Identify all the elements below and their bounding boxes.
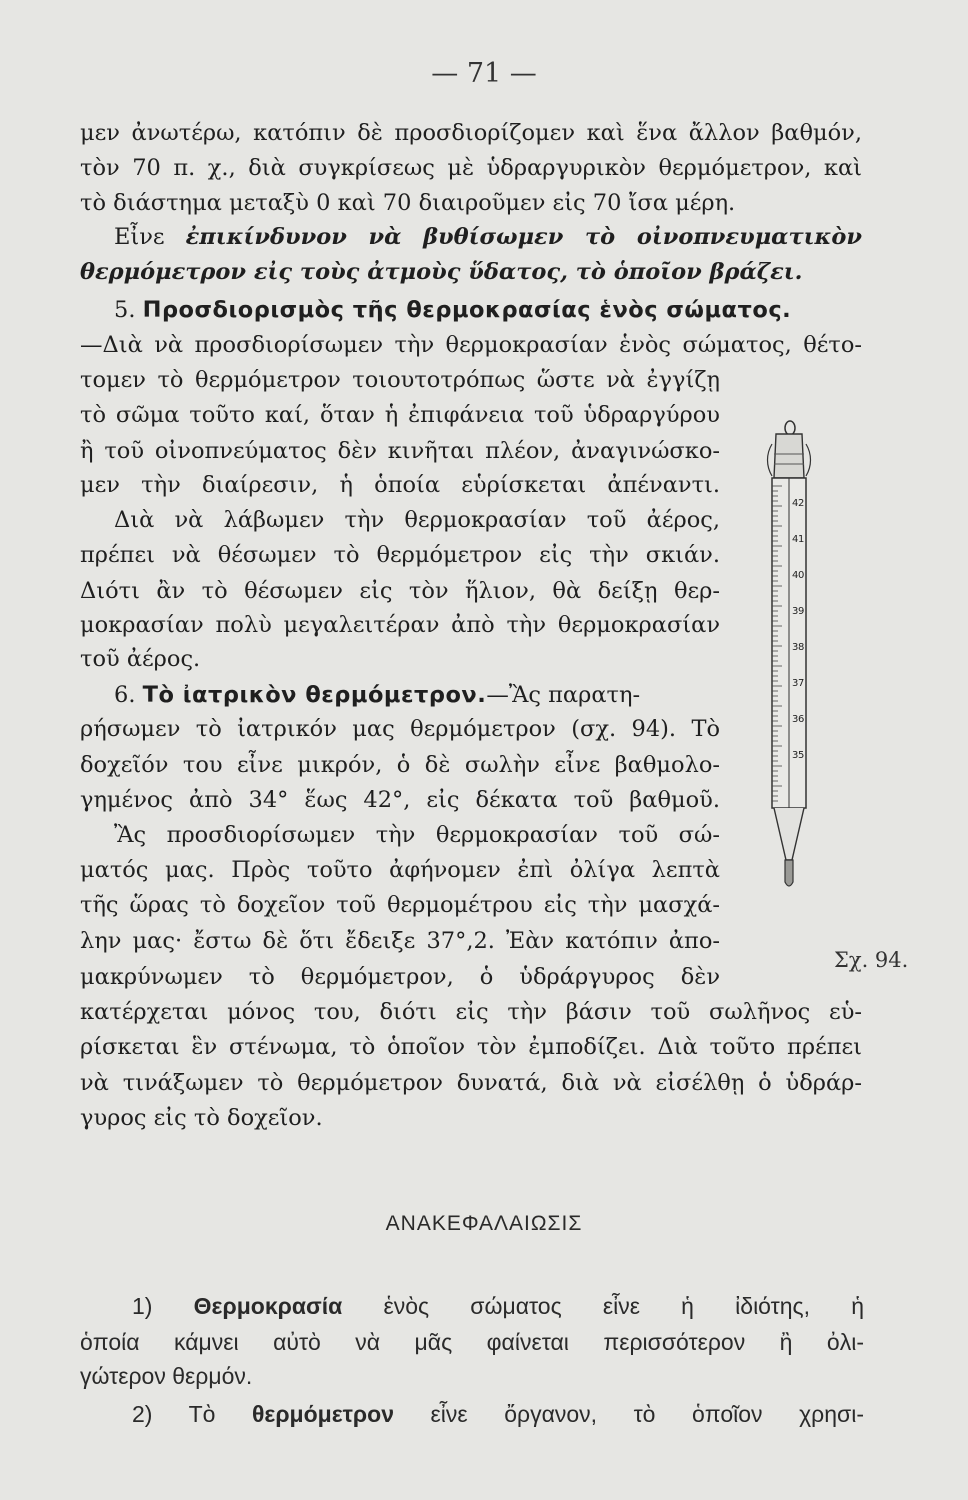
text-line	[80, 926, 720, 956]
text-segment: ἑνὸς σώματος εἶνε ἡ ἰδιότης, ἡ	[342, 1293, 864, 1319]
emphasis-text: ἐπικίνδυνον νὰ βυθίσωμεν τὸ οἰνοπνευματικὸν	[185, 224, 862, 250]
text-segment: γυρος εἰς τὸ δοχεῖον.	[80, 1105, 323, 1131]
text-line	[114, 820, 720, 850]
scale-label: 1	[798, 534, 805, 545]
scale-label: 2	[798, 498, 805, 509]
text-segment: 1)	[132, 1293, 194, 1319]
text-line	[80, 1068, 862, 1098]
scale-label: 4	[792, 534, 799, 545]
key-term: θερμόμετρον	[251, 1401, 394, 1427]
key-term: Θερμοκρασία	[193, 1293, 343, 1319]
text-line	[80, 962, 720, 992]
text-segment: ρίσκεται ἓν στένωμα, τὸ ὁποῖον τὸν ἐμποδίζει. Διὰ τοῦτο πρέπει	[80, 1034, 862, 1060]
summary-heading: ΑΝΑΚΕΦΑΛΑΙΩΣΙΣ	[385, 1212, 583, 1235]
summary-line	[80, 1360, 864, 1392]
text-line	[80, 644, 200, 674]
text-segment: γώτερον θερμόν.	[80, 1363, 253, 1389]
text-segment: μακρύνωμεν τὸ θερμόμετρον, ὁ ὑδράργυρος δὲν	[80, 964, 720, 990]
text-segment: τὸ σῶμα τοῦτο καί, ὅταν ἡ ἐπιφάνεια τοῦ ὑδραργύρου	[80, 402, 720, 428]
text-segment: τοῦ ἀέρος.	[80, 646, 201, 672]
text-segment: Εἶνε	[114, 224, 186, 250]
text-segment: νὰ τινάξωμεν τὸ θερμόμετρον δυνατά, διὰ νὰ εἰσέλθῃ ὁ ὑδράρ-	[80, 1070, 862, 1096]
medical-thermometer-figure	[752, 420, 812, 890]
text-line	[80, 118, 862, 148]
text-segment: ἢ τοῦ οἰνοπνεύματος δὲν κινῆται πλέον, ἀναγινώσκο-	[80, 438, 720, 464]
text-line	[80, 330, 862, 360]
text-segment: πρέπει νὰ θέσωμεν τὸ θερμόμετρον εἰς τὴν σκιάν.	[80, 542, 720, 568]
scale-label: 4	[792, 570, 799, 581]
text-segment: 2) Τὸ	[132, 1401, 252, 1427]
text-segment: Διὰ νὰ λάβωμεν τὴν θερμοκρασίαν τοῦ ἀέρος,	[114, 507, 720, 533]
text-segment: τὸν 70 π. χ., διὰ συγκρίσεως μὲ ὑδραργυρικὸν θερμόμετρον, καὶ	[80, 155, 862, 181]
summary-line	[132, 1290, 864, 1322]
emphasis-text: θερμόμετρον εἰς τοὺς ἀτμοὺς ὕδατος, τὸ ὁποῖον βράζει.	[80, 259, 803, 285]
text-line	[80, 400, 720, 430]
text-line	[114, 680, 640, 710]
text-segment: ματός μας. Πρὸς τοῦτο ἀφήνομεν ἐπὶ ὀλίγα λεπτὰ	[80, 857, 720, 883]
scale-label: 8	[798, 642, 805, 653]
summary-line	[132, 1398, 864, 1430]
text-line	[114, 505, 720, 535]
text-line	[80, 714, 720, 744]
scale-label: 4	[792, 498, 799, 509]
text-segment: μοκρασίαν πολὺ μεγαλειτέραν ἀπὸ τὴν θερμοκρασίαν	[80, 612, 720, 638]
text-segment: ρήσωμεν τὸ ἰατρικόν μας θερμόμετρον (σχ. 94). Τὸ	[80, 716, 720, 742]
text-line	[80, 855, 720, 885]
text-segment: μεν τὴν διαίρεσιν, ἡ ὁποία εὑρίσκεται ἀπέναντι.	[80, 472, 720, 498]
text-line	[80, 750, 720, 780]
scale-label: 9	[798, 606, 805, 617]
text-segment: λην μας· ἔστω δὲ ὅτι ἔδειξε 37°,2. Ἐὰν κατόπιν ἀπο-	[80, 928, 720, 954]
text-line	[80, 890, 720, 920]
text-segment: τομεν τὸ θερμόμετρον τοιουτοτρόπως ὥστε νὰ ἐγγίζῃ	[80, 367, 720, 393]
text-segment: δοχεῖόν του εἶνε μικρόν, ὁ δὲ σωλὴν εἶνε βαθμολο-	[80, 752, 720, 778]
text-line	[80, 188, 735, 218]
text-line	[80, 576, 720, 606]
text-segment: τῆς ὥρας τὸ δοχεῖον τοῦ θερμομέτρου εἰς τὴν μασχά-	[80, 892, 720, 918]
scale-label: 0	[798, 570, 805, 581]
section-heading: Τὸ ἰατρικὸν θερμόμετρον.	[142, 682, 487, 708]
text-line	[80, 436, 720, 466]
scale-label: 6	[798, 714, 805, 725]
text-line	[80, 540, 720, 570]
text-segment: Ἂς προσδιορίσωμεν τὴν θερμοκρασίαν τοῦ σώ-	[114, 822, 720, 848]
text-line	[80, 610, 720, 640]
text-segment: ὁποία κάμνει αὐτὸ νὰ μᾶς φαίνεται περισσότερον ἢ ὀλι-	[80, 1329, 864, 1355]
text-segment: —Διὰ νὰ προσδιορίσωμεν τὴν θερμοκρασίαν ἑνὸς σώματος, θέτο-	[80, 332, 862, 358]
text-line	[80, 365, 720, 395]
text-line	[80, 785, 720, 815]
text-line	[80, 470, 720, 500]
scale-label: 3	[792, 678, 799, 689]
text-segment: —Ἂς παρατη-	[486, 682, 641, 708]
text-segment: τὸ διάστημα μεταξὺ 0 καὶ 70 διαιροῦμεν εἰς 70 ἴσα μέρη.	[80, 190, 736, 216]
scale-label: 3	[792, 642, 799, 653]
text-segment: 5.	[114, 297, 143, 323]
scale-label: 5	[798, 750, 805, 761]
text-segment: Διότι ἂν τὸ θέσωμεν εἰς τὸν ἥλιον, θὰ δείξῃ θερ-	[80, 578, 720, 604]
text-segment: εἶνε ὄργανον, τὸ ὁποῖον χρησι-	[394, 1401, 864, 1427]
text-line	[80, 1103, 323, 1133]
text-line	[114, 295, 791, 325]
text-line	[114, 222, 862, 252]
section-heading: Προσδιορισμὸς τῆς θερμοκρασίας ἑνὸς σώματος.	[142, 297, 792, 323]
text-line	[80, 1032, 862, 1062]
scale-label: 7	[798, 678, 805, 689]
text-line	[80, 997, 862, 1027]
text-line	[80, 257, 802, 287]
scale-label: 3	[792, 750, 799, 761]
scale-label: 3	[792, 714, 799, 725]
text-segment: γημένος ἀπὸ 34° ἕως 42°, εἰς δέκατα τοῦ βαθμοῦ.	[80, 787, 720, 813]
figure-caption: Σχ. 94.	[834, 948, 909, 972]
text-segment: μεν ἀνωτέρω, κατόπιν δὲ προσδιορίζομεν καὶ ἕνα ἄλλον βαθμόν,	[80, 120, 862, 146]
text-line	[80, 153, 862, 183]
page-number: — 71 —	[431, 58, 537, 89]
summary-line	[80, 1326, 864, 1358]
scale-label: 3	[792, 606, 799, 617]
text-segment: κατέρχεται μόνος του, διότι εἰς τὴν βάσιν τοῦ σωλῆνος εὑ-	[80, 999, 862, 1025]
text-segment: 6.	[114, 682, 143, 708]
